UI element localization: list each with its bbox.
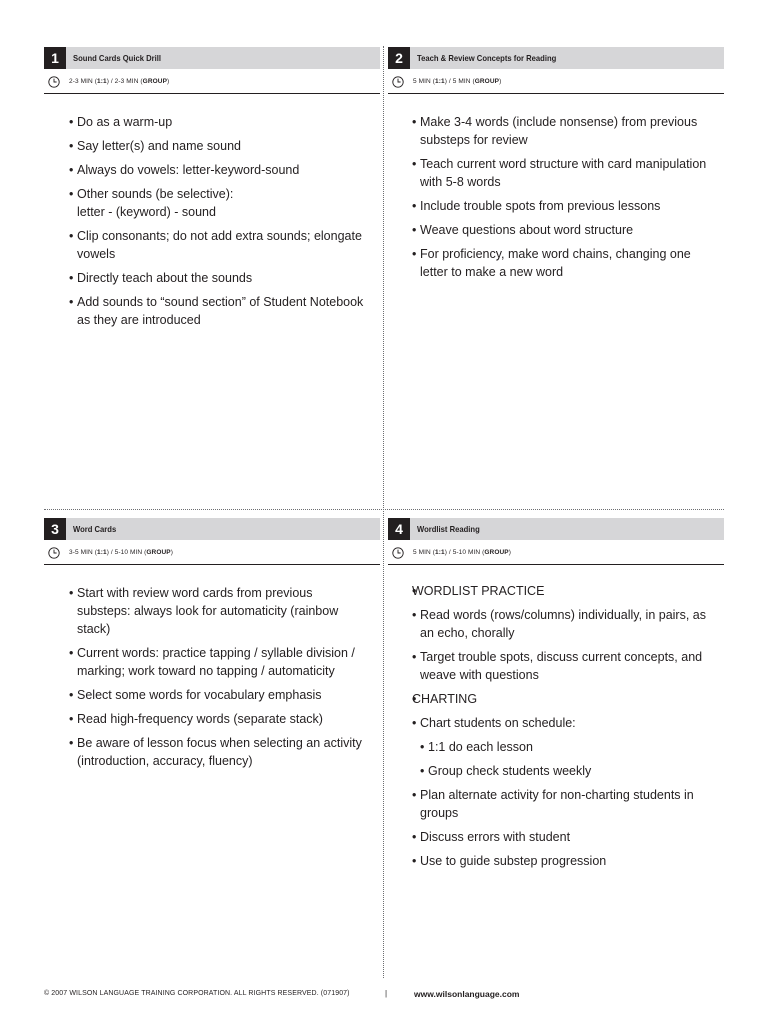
list-item: • Add sounds to “sound section” of Student Notebook as they are introduced — [69, 293, 369, 329]
list-item: • Start with review word cards from previous substeps: always look for automaticity (rainbow stack) — [69, 584, 369, 638]
card-title: Sound Cards Quick Drill — [73, 53, 162, 63]
list-item: • Target trouble spots, discuss current concepts, and weave with questions — [412, 648, 712, 684]
card-header — [388, 518, 724, 540]
list-item: • Always do vowels: letter-keyword-sound — [69, 161, 369, 179]
time-row — [388, 544, 724, 565]
bullet-list — [69, 584, 369, 776]
list-item: • Other sounds (be selective): letter - (keyword) - sound — [69, 185, 369, 221]
card-number: 3 — [44, 518, 66, 540]
card-title: Word Cards — [73, 524, 117, 534]
time-row — [44, 544, 380, 565]
list-item: • Read high-frequency words (separate stack) — [69, 710, 369, 728]
section-heading: • CHARTING — [412, 690, 712, 708]
bullet-list — [412, 582, 712, 876]
horizontal-cut-line — [44, 509, 724, 510]
clock-icon — [392, 76, 404, 88]
card-header — [44, 47, 380, 69]
list-item: • Do as a warm-up — [69, 113, 369, 131]
footer-separator: | — [385, 989, 388, 998]
list-item: • Current words: practice tapping / syllable division / marking; work toward no tapping / automaticity — [69, 644, 369, 680]
time-text: 2-3 MIN (1:1) / 2-3 MIN (GROUP) — [69, 78, 170, 85]
vertical-cut-line — [383, 46, 384, 978]
list-item: • Discuss errors with student — [412, 828, 712, 846]
clock-icon — [392, 547, 404, 559]
list-item: • Make 3-4 words (include nonsense) from previous substeps for review — [412, 113, 712, 149]
copyright: © 2007 WILSON LANGUAGE TRAINING CORPORATION. ALL RIGHTS RESERVED. (071907) — [44, 990, 350, 997]
section-heading: • WORDLIST PRACTICE — [412, 582, 712, 600]
time-text: 5 MIN (1:1) / 5-10 MIN (GROUP) — [413, 549, 512, 556]
list-item: • Clip consonants; do not add extra sounds; elongate vowels — [69, 227, 369, 263]
list-item: • Say letter(s) and name sound — [69, 137, 369, 155]
list-item: • Weave questions about word structure — [412, 221, 712, 239]
clock-icon — [48, 76, 60, 88]
list-item: • Directly teach about the sounds — [69, 269, 369, 287]
card-title: Wordlist Reading — [417, 524, 480, 534]
list-item: • Read words (rows/columns) individually, in pairs, as an echo, chorally — [412, 606, 712, 642]
card-header — [388, 47, 724, 69]
list-item: • Teach current word structure with card manipulation with 5-8 words — [412, 155, 712, 191]
clock-icon — [48, 547, 60, 559]
list-item: • Chart students on schedule: — [412, 714, 712, 732]
website-link[interactable]: www.wilsonlanguage.com — [414, 989, 520, 999]
list-item: • 1:1 do each lesson — [412, 738, 712, 756]
time-text: 3-5 MIN (1:1) / 5-10 MIN (GROUP) — [69, 549, 173, 556]
card-title: Teach & Review Concepts for Reading — [417, 53, 557, 63]
card-number: 4 — [388, 518, 410, 540]
time-text: 5 MIN (1:1) / 5 MIN (GROUP) — [413, 78, 502, 85]
list-item: • For proficiency, make word chains, changing one letter to make a new word — [412, 245, 712, 281]
bullet-list — [69, 113, 369, 335]
card-header — [44, 518, 380, 540]
time-row — [44, 73, 380, 94]
list-item: • Select some words for vocabulary emphasis — [69, 686, 369, 704]
list-item: • Be aware of lesson focus when selecting an activity (introduction, accuracy, fluency) — [69, 734, 369, 770]
card-number: 2 — [388, 47, 410, 69]
card-number: 1 — [44, 47, 66, 69]
list-item: • Plan alternate activity for non-charting students in groups — [412, 786, 712, 822]
bullet-list — [412, 113, 712, 287]
list-item: • Group check students weekly — [412, 762, 712, 780]
time-row — [388, 73, 724, 94]
list-item: • Include trouble spots from previous lessons — [412, 197, 712, 215]
list-item: • Use to guide substep progression — [412, 852, 712, 870]
